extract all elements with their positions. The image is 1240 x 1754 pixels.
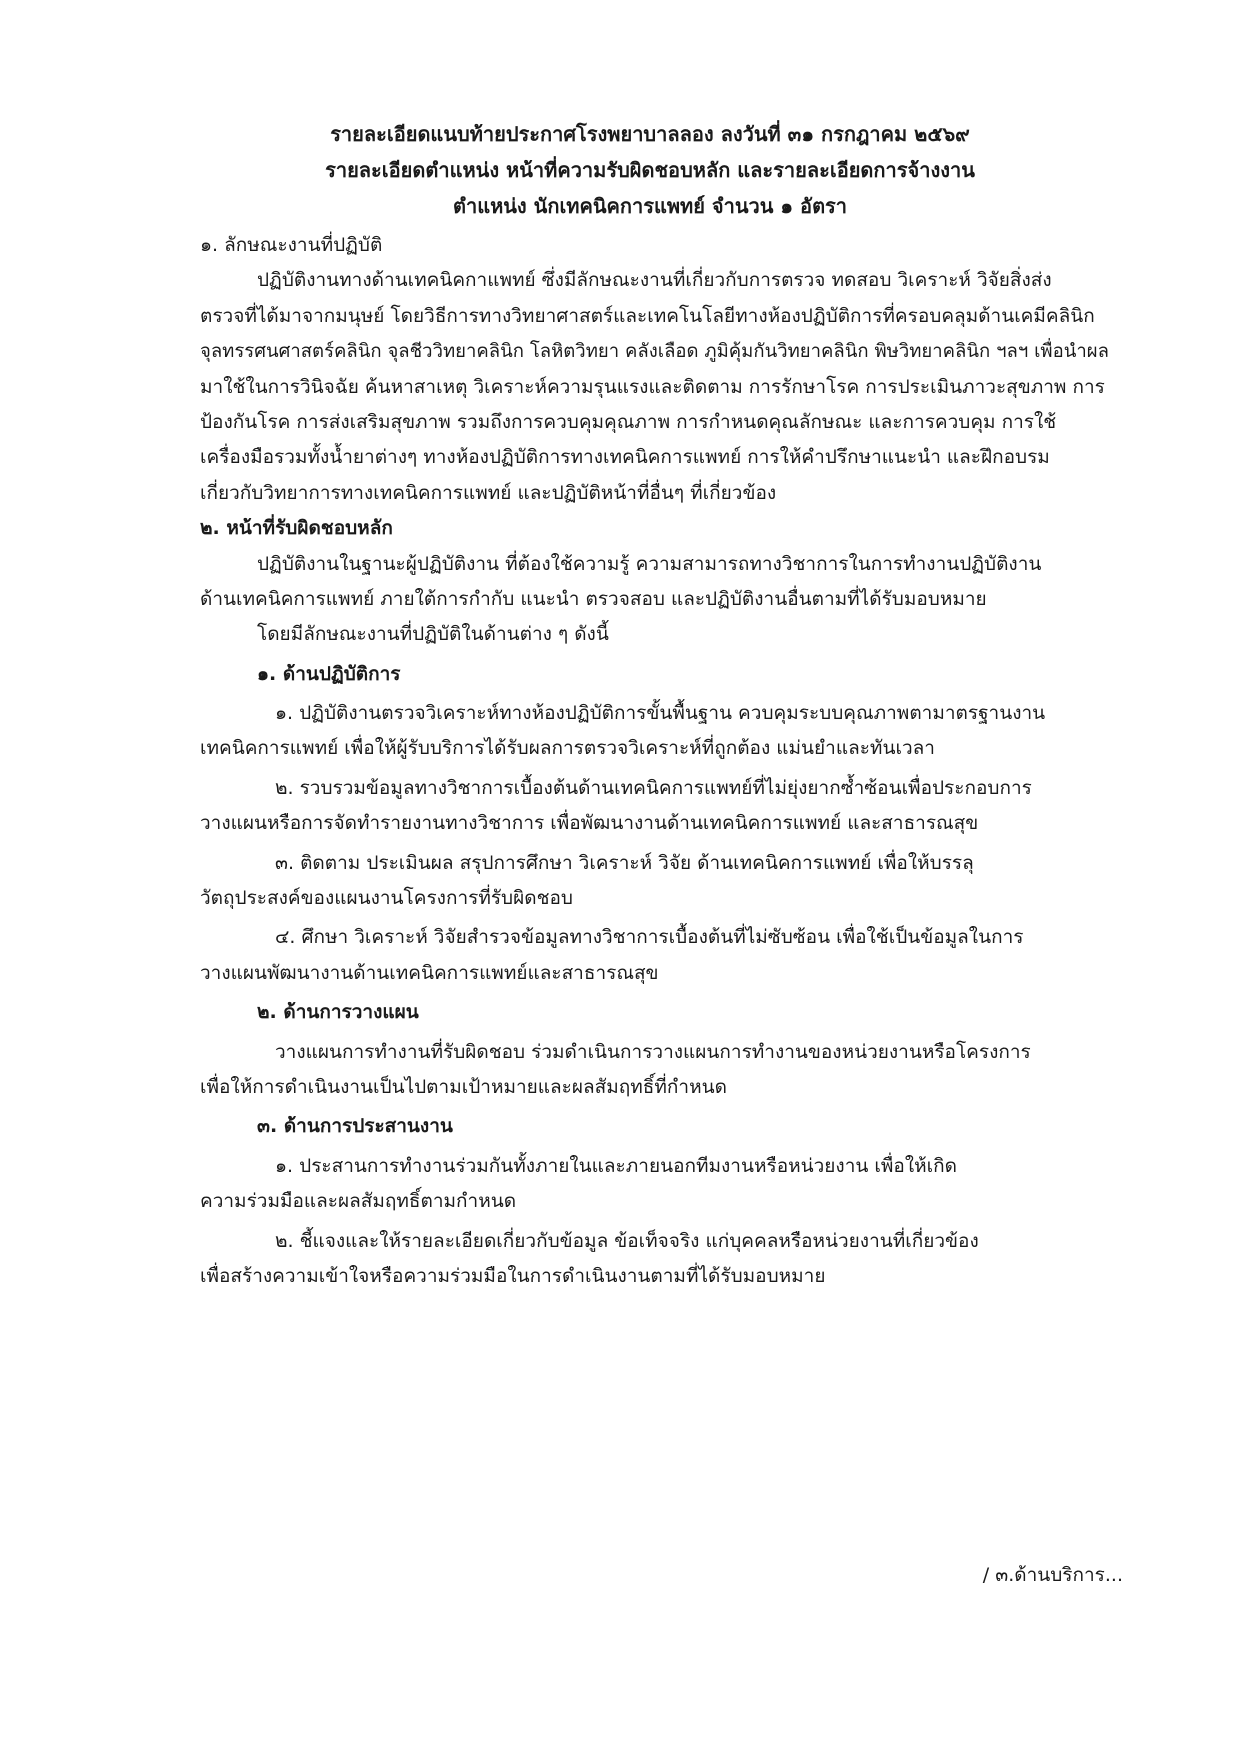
document-header <box>0 116 1240 224</box>
operations-item-line: ๒. รวบรวมข้อมูลทางวิชาการเบื้องต้นด้านเทคนิคการแพทย์ที่ไม่ยุ่งยากซ้ำซ้อนเพื่อประกอบการ <box>275 776 1032 799</box>
operations-item-line: ๔. ศึกษา วิเคราะห์ วิจัยสำรวจข้อมูลทางวิชาการเบื้องต้นที่ไม่ซับซ้อน เพื่อใช้เป็นข้อมูลในการ <box>275 926 1024 949</box>
section-1-line: เครื่องมือรวมทั้งน้ำยาต่างๆ ทางห้องปฏิบัติการทางเทคนิคการแพทย์ การให้คำปรึกษาแนะนำ และฝึกอบรม <box>200 446 1050 469</box>
section-2-intro-line: ด้านเทคนิคการแพทย์ ภายใต้การกำกับ แนะนำ ตรวจสอบ และปฏิบัติงานอื่นตามที่ได้รับมอบหมาย <box>200 587 987 610</box>
coordination-item-line: ความร่วมมือและผลสัมฤทธิ์ตามกำหนด <box>200 1190 517 1213</box>
section-1-line: มาใช้ในการวินิจฉัย ค้นหาสาเหตุ วิเคราะห์ความรุนแรงและติดตาม การรักษาโรค การประเมินภาวะสุขภาพ การ <box>200 375 1105 398</box>
subsection-coordination-title: ๓. ด้านการประสานงาน <box>257 1115 453 1138</box>
operations-item-line: วางแผนหรือการจัดทำรายงานทางวิชาการ เพื่อพัฒนางานด้านเทคนิคการแพทย์ และสาธารณสุข <box>200 812 979 835</box>
header-line-3: ตำแหน่ง นักเทคนิคการแพทย์ จำนวน ๑ อัตรา <box>452 194 848 218</box>
section-2-title: ๒. หน้าที่รับผิดชอบหลัก <box>200 517 393 540</box>
operations-item-line: ๑. ปฏิบัติงานตรวจวิเคราะห์ทางห้องปฏิบัติการขั้นพื้นฐาน ควบคุมระบบคุณภาพตามาตรฐานงาน <box>275 702 1046 725</box>
operations-item-line: วางแผนพัฒนางานด้านเทคนิคการแพทย์และสาธารณสุข <box>200 961 659 984</box>
operations-item-line: ๓. ติดตาม ประเมินผล สรุปการศึกษา วิเคราะห์ วิจัย ด้านเทคนิคการแพทย์ เพื่อให้บรรลุ <box>275 851 974 874</box>
subsection-operations-title: ๑. ด้านปฏิบัติการ <box>257 662 401 685</box>
document-body <box>200 228 1130 1294</box>
section-1-line: จุลทรรศนศาสตร์คลินิก จุลชีววิทยาคลินิก โลหิตวิทยา คลังเลือด ภูมิคุ้มกันวิทยาคลินิก พิษวิทยาคลินิก ฯลฯ เพื่อนำผล <box>200 341 1109 363</box>
section-1-line: เกี่ยวกับวิทยาการทางเทคนิคการแพทย์ และปฏิบัติหน้าที่อื่นๆ ที่เกี่ยวข้อง <box>200 481 777 504</box>
planning-line: เพื่อให้การดำเนินงานเป็นไปตามเป้าหมายและผลสัมฤทธิ์ที่กำหนด <box>200 1075 727 1098</box>
coordination-item-line: เพื่อสร้างความเข้าใจหรือความร่วมมือในการดำเนินงานตามที่ได้รับมอบหมาย <box>200 1264 826 1287</box>
section-1-title: ๑. ลักษณะงานที่ปฏิบัติ <box>200 234 383 256</box>
section-1-line: ป้องกันโรค การส่งเสริมสุขภาพ รวมถึงการควบคุมคุณภาพ การกำหนดคุณลักษณะ และการควบคุม การใช้ <box>200 410 1057 433</box>
coordination-item-line: ๑. ประสานการทำงานร่วมกันทั้งภายในและภายนอกทีมงานหรือหน่วยงาน เพื่อให้เกิด <box>275 1154 957 1177</box>
operations-item-line: เทคนิคการแพทย์ เพื่อให้ผู้รับบริการได้รับผลการตรวจวิเคราะห์ที่ถูกต้อง แม่นยำและทันเวลา <box>200 737 935 760</box>
page-continuation-note: / ๓.ด้านบริการ... <box>982 1564 1123 1586</box>
section-1-line: ปฏิบัติงานทางด้านเทคนิคกาแพทย์ ซึ่งมีลักษณะงานที่เกี่ยวกับการตรวจ ทดสอบ วิเคราะห์ วิจัยสิ่งส่ง <box>257 269 1052 292</box>
section-2-intro-line: โดยมีลักษณะงานที่ปฏิบัติในด้านต่าง ๆ ดังนี้ <box>257 623 609 646</box>
planning-line: วางแผนการทำงานที่รับผิดชอบ ร่วมดำเนินการวางแผนการทำงานของหน่วยงานหรือโครงการ <box>275 1040 1031 1063</box>
coordination-item-line: ๒. ชี้แจงและให้รายละเอียดเกี่ยวกับข้อมูล ข้อเท็จจริง แก่บุคคลหรือหน่วยงานที่เกี่ยวข้อง <box>275 1229 979 1252</box>
section-2-intro-line: ปฏิบัติงานในฐานะผู้ปฏิบัติงาน ที่ต้องใช้ความรู้ ความสามารถทางวิชาการในการทำงานปฏิบัติงาน <box>257 552 1042 575</box>
header-line-1: รายละเอียดแนบท้ายประกาศโรงพยาบาลลอง ลงวันที่ ๓๑ กรกฎาคม ๒๕๖๙ <box>330 122 970 146</box>
section-1-line: ตรวจที่ได้มาจากมนุษย์ โดยวิธีการทางวิทยาศาสตร์และเทคโนโลยีทางห้องปฏิบัติการที่ครอบคลุมด้านเคมีคลินิก <box>200 304 1095 327</box>
operations-item-line: วัตถุประสงค์ของแผนงานโครงการที่รับผิดชอบ <box>200 887 573 910</box>
header-line-2: รายละเอียดตำแหน่ง หน้าที่ความรับผิดชอบหลัก และรายละเอียดการจ้างงาน <box>325 158 975 182</box>
subsection-planning-title: ๒. ด้านการวางแผน <box>257 1001 419 1024</box>
